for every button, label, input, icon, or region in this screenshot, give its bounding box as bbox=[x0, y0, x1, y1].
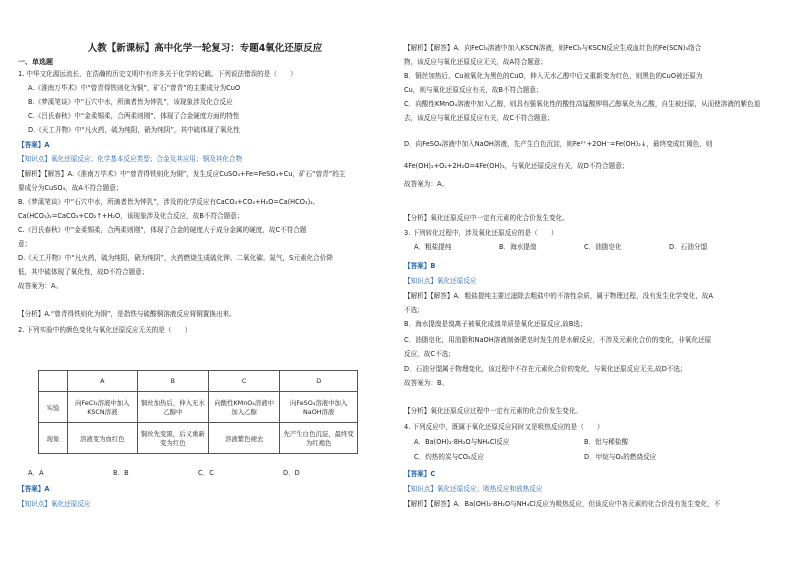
q2-analysis-line: 4Fe(OH)₂+O₂+2H₂O=4Fe(OH)₃，与氧化还原反应有关，故D不符合题意； bbox=[404, 162, 629, 170]
q1-analysis-line: 故答案为：A。 bbox=[18, 282, 63, 290]
q1-knowledge: 【知识点】氧化还原反应；化学基本反应类型；合金及其应用；铜及其化合物 bbox=[18, 155, 243, 163]
q1-analysis-line: 低，其中硫体现了氧化性，故D不符合题意； bbox=[18, 268, 149, 276]
q2-table bbox=[38, 370, 358, 454]
q1-answer: 【答案】A bbox=[18, 141, 50, 149]
q3-option: C．油脂皂化 bbox=[584, 243, 622, 251]
page-title: 人教【新课标】高中化学一轮复习：专题4氧化还原反应 bbox=[87, 43, 323, 54]
q2-analysis-note: 【分析】氧化还原反应中一定有元素的化合价发生变化。 bbox=[404, 214, 569, 222]
q3-option: D．石油分馏 bbox=[669, 243, 708, 251]
q4-analysis-line: 【解析】【解答】A．Ba(OH)₂·8H₂O与NH₄Cl反应为吸热反应，但该反应中各元素的化合价没有发生变化，不 bbox=[404, 500, 721, 508]
table-header-cell: A bbox=[68, 371, 138, 392]
table-row-label: 实验 bbox=[39, 392, 68, 423]
q1-option-d: D.《天工开物》中“凡火药，硫为纯阳，硝为纯阴”，其中硫体现了氧化性 bbox=[28, 126, 240, 134]
q3-options bbox=[414, 243, 754, 251]
q3-analysis-line: C．油脂皂化，用油脂和NaOH溶液制备肥皂时发生的是水解反应，不涉及元素化合价的变化，非氧化还原 bbox=[404, 336, 712, 344]
q1-analysis-line: 【解析】【解答】A.《淮南万毕术》中“曾青得铁则化为铜”，发生反应CuSO₄+Fe=FeSO₄+Cu，矿石“曾青”的主 bbox=[18, 170, 346, 178]
q2-analysis-line: 【解析】【解答】A．向FeCl₃溶液中加入KSCN溶液，则FeCl₃与KSCN反应生成血红色的Fe(SCN)₃络合 bbox=[404, 44, 702, 52]
q3-stem: 3. 下列转化过程中，涉及氧化还原反应的是（ ） bbox=[404, 229, 558, 237]
table-cell: 铜丝加热后，伸入无水乙醇中 bbox=[137, 392, 208, 423]
q2-stem: 2. 下列实验中的颜色变化与氧化还原反应无关的是（ ） bbox=[18, 326, 192, 334]
q2-analysis-line: 去，该反应与氧化还原反应有关，故C不符合题意； bbox=[404, 114, 554, 122]
table-row-label: 现象 bbox=[39, 423, 68, 454]
q4-option: C．灼热的炭与CO₂反应 bbox=[414, 453, 484, 461]
table-header-cell bbox=[39, 371, 68, 392]
q1-analysis-note: 【分析】A.“曾青得铁则化为铜”，是指铁与硫酸铜溶液反应将铜置换出来。 bbox=[18, 310, 236, 318]
table-cell: 向酸性KMnO₄溶液中加入乙醇 bbox=[209, 392, 280, 423]
q2-analysis-line: B．铜丝加热后，Cu被氧化为黑色的CuO，伸入无水乙醇中后又重新变为红色，则黑色的CuO被还原为 bbox=[404, 72, 703, 80]
q2-knowledge: 【知识点】氧化还原反应 bbox=[18, 500, 91, 508]
q4-knowledge: 【知识点】氧化还原反应；吸热反应和放热反应 bbox=[404, 485, 543, 493]
q2-analysis-line: 故答案为：A。 bbox=[404, 180, 449, 188]
q1-stem: 1. 中华文化源远流长，在浩瀚的历史文明中有许多关于化学的记载。下列说法错误的是（ ） bbox=[18, 70, 297, 78]
q2-option: B．B bbox=[113, 469, 129, 477]
q2-analysis-line: 物，该反应与氧化还原反应无关，故A符合题意； bbox=[404, 58, 547, 66]
q3-analysis-line: 反应，故C不选； bbox=[404, 350, 455, 358]
q3-analysis-note: 【分析】氧化还原反应过程中一定有元素的化合价发生变化。 bbox=[404, 407, 583, 415]
q4-options-row1 bbox=[414, 438, 664, 446]
table-header-cell: C bbox=[209, 371, 280, 392]
q1-option-c: C.《吕氏春秋》中“金柔锡柔，合两柔则刚”，体现了合金硬度方面的特性 bbox=[28, 112, 240, 120]
q3-analysis-line: 【解析】【解答】A．粗盐提纯主要过滤除去粗盐中的不溶性杂质，属于物理过程，没有发生化学变化，故A bbox=[404, 292, 714, 300]
table-cell: 溶液紫色褪去 bbox=[209, 423, 280, 454]
q2-option: D．D bbox=[283, 469, 300, 477]
q1-analysis-line: D.《天工开物》中“凡火药，硫为纯阳，硝为纯阴”，火药燃烧生成硫化钾、二氧化碳、氮气，S元素化合价降 bbox=[18, 254, 333, 262]
q1-analysis-line: 意； bbox=[18, 240, 32, 248]
q3-option: A．粗盐提纯 bbox=[414, 243, 452, 251]
q4-answer: 【答案】C bbox=[404, 470, 436, 478]
q2-analysis-line: D．向FeSO₄溶液中加入NaOH溶液，先产生白色沉淀，则Fe²⁺+2OH⁻=Fe(OH)₂↓，最终变成红褐色，则 bbox=[404, 140, 713, 148]
q2-option: C．C bbox=[198, 469, 214, 477]
q2-options bbox=[28, 469, 368, 477]
q1-analysis-line: C.《吕氏春秋》中“金柔锡柔，合两柔则刚”，体现了合金的硬度大于成分金属的硬度，故C不符合题 bbox=[18, 226, 307, 234]
q1-analysis-line: 要成分为CuSO₄，故A不符合题意； bbox=[18, 184, 123, 192]
q3-answer: 【答案】B bbox=[404, 262, 436, 270]
q2-answer: 【答案】A bbox=[18, 485, 50, 493]
q4-option: D．甲烷与O₂的燃烧反应 bbox=[584, 453, 657, 461]
q3-knowledge: 【知识点】氧化还原反应 bbox=[404, 277, 477, 285]
q2-analysis-line: C．向酸性KMnO₄溶液中加入乙醇，则具有强氧化性的酸性高锰酸钾将乙醇氧化为乙酸，自生被还原，从而使溶液的紫色退 bbox=[404, 100, 761, 108]
q2-option: A．A bbox=[28, 469, 44, 477]
q3-analysis-line: 故答案为：B。 bbox=[404, 379, 449, 387]
q2-analysis-line: Cu，则与氧化还原反应有关，故B不符合题意； bbox=[404, 86, 543, 94]
q3-analysis-line: D．石油分馏属于物理变化，该过程中不存在元素化合价的变化，与氧化还原反应无关,故D不选； bbox=[404, 365, 687, 373]
q1-analysis-line: B.《梦溪笔谈》中“石穴中水，所滴者皆为钟乳”，涉及的化学反应有CaCO₃+CO₂+H₂O=Ca(HCO₃)₂、 bbox=[18, 198, 320, 206]
q4-option: A．Ba(OH)₂·8H₂O与NH₄Cl反应 bbox=[414, 438, 510, 446]
q4-option: B．铝与稀盐酸 bbox=[584, 438, 629, 446]
q3-analysis-line: B．海水提溴是溴离子被氧化成溴单质是氧化还原反应,故B选； bbox=[404, 320, 587, 328]
q3-analysis-line: 不选； bbox=[404, 306, 424, 314]
q3-option: B．海水提溴 bbox=[499, 243, 537, 251]
q1-analysis-line: Ca(HCO₃)₂=CaCO₃+CO₂↑+H₂O，该现象涉及化合反应，故B不符合题意； bbox=[18, 212, 244, 220]
table-header-cell: B bbox=[137, 371, 208, 392]
q1-option-b: B.《梦溪笔谈》中“石穴中水，所滴者皆为钟乳”，该现象涉及化合反应 bbox=[28, 98, 233, 106]
table-cell: 向FeSO₄溶液中加入NaOH溶液 bbox=[280, 392, 358, 423]
section-heading: 一、单选题 bbox=[18, 58, 53, 66]
q4-options-row2 bbox=[414, 453, 664, 461]
table-cell: 溶液变为血红色 bbox=[68, 423, 138, 454]
table-cell: 向FeCl₃溶液中加入KSCN溶液 bbox=[68, 392, 138, 423]
table-header-cell: D bbox=[280, 371, 358, 392]
q1-option-a: A.《淮南万毕术》中“曾青得铁则化为铜”，矿石“曾青”的主要成分为CuO bbox=[28, 84, 241, 92]
q4-stem: 4. 下列反应中，既属于氧化还原反应同时又是吸热反应的是（ ） bbox=[404, 423, 604, 431]
table-cell: 先产生白色沉淀，最终变为红褐色 bbox=[280, 423, 358, 454]
table-cell: 铜丝先变黑，后又重新变为红色 bbox=[137, 423, 208, 454]
